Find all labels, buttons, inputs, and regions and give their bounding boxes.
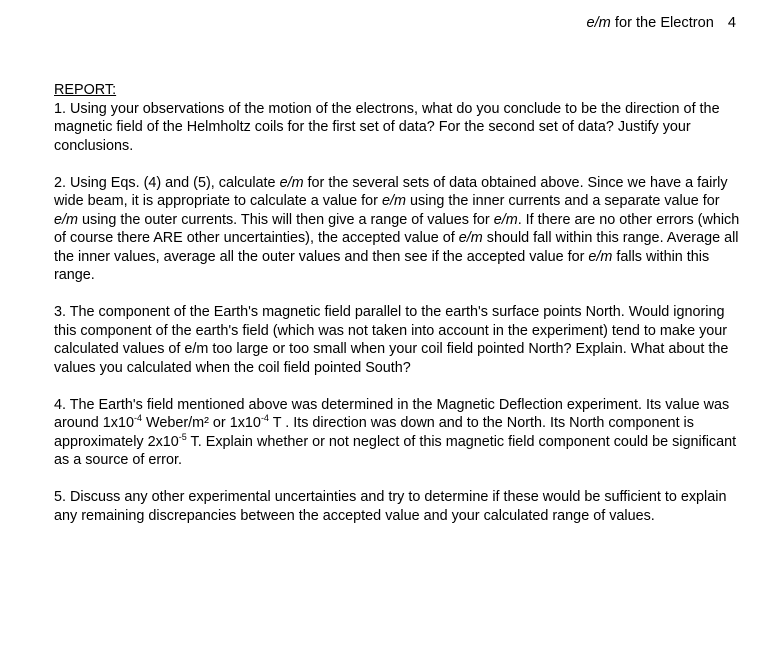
q2-text-4: using the outer currents. This will then give a range of values for	[78, 211, 494, 228]
q2-text-3: using the inner currents and a separate value for	[405, 193, 720, 209]
q2-text-1: 2. Using Eqs. (4) and (5), calculate	[54, 174, 280, 191]
q4-text-2: Weber/m² or 1x10	[142, 415, 261, 431]
report-heading: REPORT:	[54, 82, 117, 98]
q4-exponent-3: -5	[178, 431, 187, 442]
page-number: 4	[727, 15, 736, 31]
q2-em-5: e/m	[458, 230, 483, 246]
question-1: 1. Using your observations of the motion of the electrons, what do you conclude to be the direction of the magnetic field of the Helmholtz coils for the first set of data? For the second set of data? Justify your conclusions.	[54, 100, 720, 154]
question-5: 5. Discuss any other experimental uncertainties and try to determine if these would be sufficient to explain any remaining discrepancies between the accepted value and your calculated range of values.	[54, 489, 727, 524]
header-title-em: e/m	[586, 15, 611, 31]
q2-text-6: should fall within this range. Average all the inner values, average all the outer values and then see if the accepted value for	[54, 230, 739, 265]
q2-em-4: e/m	[493, 211, 518, 228]
q2-text-2: for the several sets of data obtained above. Since we have a fairly wide beam, it is appropriate to calculate a value for	[54, 174, 728, 209]
q2-text-7: falls within this range.	[54, 248, 710, 283]
header-title: for the Electron	[610, 15, 714, 31]
question-2	[54, 174, 744, 285]
question-4	[54, 396, 744, 470]
q2-em-6: e/m	[588, 248, 613, 265]
q4-text-4: T. Explain whether or not neglect of this magnetic field component could be significant as a source of error.	[54, 433, 737, 468]
q4-exponent-2: -4	[260, 413, 269, 423]
q2-em-1: e/m	[279, 174, 304, 191]
q2-text-5: . If there are no other errors (which of course there ARE other uncertainties), the accepted value of	[54, 211, 740, 246]
q2-em-2: e/m	[381, 193, 406, 209]
running-header	[587, 15, 736, 31]
q4-exponent-1: -4	[134, 413, 143, 423]
report-section	[54, 81, 744, 544]
q2-em-3: e/m	[54, 211, 78, 228]
q4-text-3: T . Its direction was down and to the North. Its North component is approximately 2x10	[54, 415, 694, 450]
q4-text-1: 4. The Earth's field mentioned above was determined in the Magnetic Deflection experiment. Its value was around 1x10	[54, 396, 730, 431]
question-3: 3. The component of the Earth's magnetic field parallel to the earth's surface points North. Would ignoring this component of the earth's field (which was not taken into account in the experiment) tend to make your calculated values of e/m too large or too small when your coil field pointed North? Explain. What about the values you calculated when the coil field pointed South?	[54, 304, 729, 376]
